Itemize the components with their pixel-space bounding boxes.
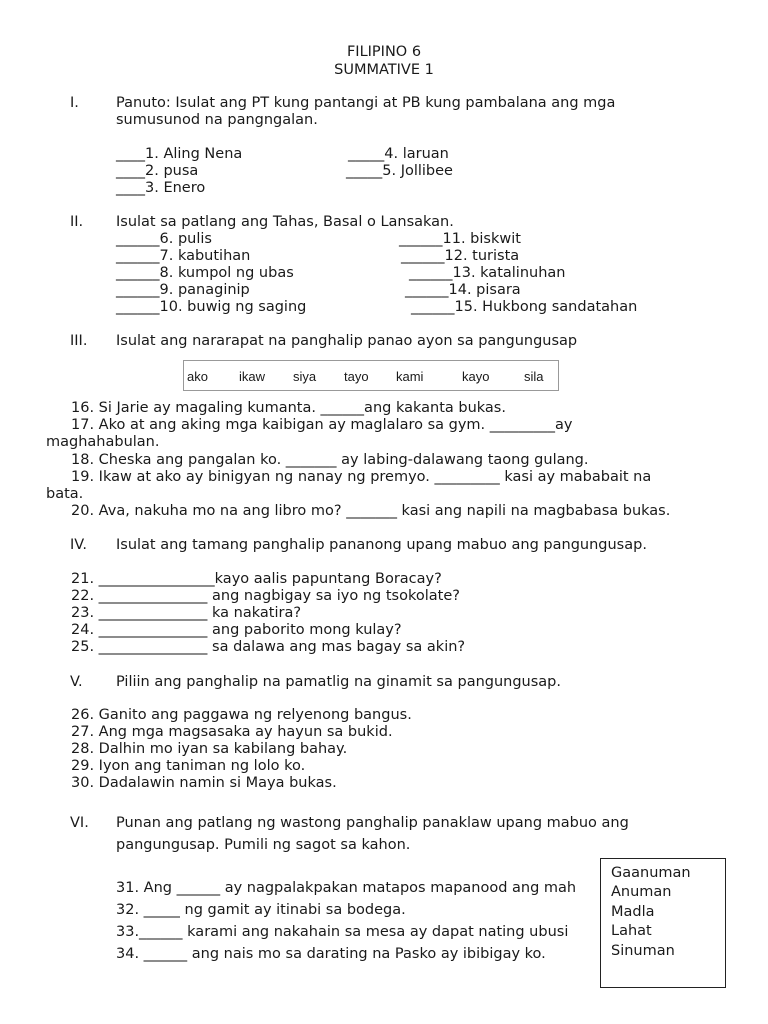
item-28: 28. Dalhin mo iyan sa kabilang bahay. <box>71 741 348 757</box>
pronoun-option: ikaw <box>239 369 266 384</box>
item-29: 29. Iyon ang taniman ng lolo ko. <box>71 758 306 774</box>
item-14: ______14. pisara <box>405 282 521 298</box>
item-10: ______10. buwig ng saging <box>116 299 307 315</box>
pronoun-option: kami <box>396 369 424 384</box>
item-11: ______11. biskwit <box>399 231 521 247</box>
page-title: FILIPINO 6 <box>346 44 422 60</box>
item-34: 34. ______ ang nais mo sa darating na Pasko ay ibibigay ko. <box>116 946 546 962</box>
choice-option: Madla <box>611 904 655 920</box>
section-numeral-4: IV. <box>70 537 87 553</box>
section-1-instruction-line-1: Panuto: Isulat ang PT kung pantangi at PB kung pambalana ang mga <box>116 95 616 111</box>
answer-choice-box <box>600 858 726 988</box>
item-7: ______7. kabutihan <box>116 248 251 264</box>
choice-option: Sinuman <box>611 943 675 959</box>
section-6-instruction-line-1: Punan ang patlang ng wastong panghalip panaklaw upang mabuo ang <box>116 815 629 831</box>
item-17: 17. Ako at ang aking mga kaibigan ay maglalaro sa gym. _________ay <box>71 417 573 433</box>
choice-option: Gaanuman <box>611 865 691 881</box>
item-16: 16. Si Jarie ay magaling kumanta. ______ang kakanta bukas. <box>71 400 506 416</box>
pronoun-option: tayo <box>344 369 369 384</box>
pronoun-option: kayo <box>462 369 490 384</box>
section-numeral-3: III. <box>70 333 88 349</box>
item-30: 30. Dadalawin namin si Maya bukas. <box>71 775 337 791</box>
item-20: 20. Ava, nakuha mo na ang libro mo? _______ kasi ang napili na magbabasa bukas. <box>71 503 671 519</box>
item-17-continuation: maghahabulan. <box>46 434 160 450</box>
pronoun-option: siya <box>293 369 317 384</box>
item-1: ____1. Aling Nena <box>116 146 243 162</box>
section-3-instruction: Isulat ang nararapat na panghalip panao ayon sa pangungusap <box>116 333 578 349</box>
item-19-continuation: bata. <box>46 486 84 502</box>
section-numeral-5: V. <box>70 674 83 690</box>
item-27: 27. Ang mga magsasaka ay hayun sa bukid. <box>71 724 393 740</box>
item-18: 18. Cheska ang pangalan ko. _______ ay labing-dalawang taong gulang. <box>71 452 589 468</box>
section-4-instruction: Isulat ang tamang panghalip pananong upang mabuo ang pangungusap. <box>116 537 647 553</box>
page-subtitle: SUMMATIVE 1 <box>334 62 434 78</box>
item-23: 23. _______________ ka nakatira? <box>71 605 302 621</box>
item-2: ____2. pusa <box>116 163 199 179</box>
item-25: 25. _______________ sa dalawa ang mas bagay sa akin? <box>71 639 466 655</box>
section-numeral-2: II. <box>70 214 84 230</box>
item-5: _____5. Jollibee <box>346 163 453 179</box>
item-31: 31. Ang ______ ay nagpalakpakan matapos mapanood ang mah <box>116 880 577 896</box>
item-13: ______13. katalinuhan <box>409 265 566 281</box>
item-26: 26. Ganito ang paggawa ng relyenong bangus. <box>71 707 412 723</box>
choice-option: Lahat <box>611 923 652 939</box>
item-24: 24. _______________ ang paborito mong kulay? <box>71 622 402 638</box>
item-15: ______15. Hukbong sandatahan <box>411 299 638 315</box>
pronoun-option: ako <box>187 369 208 384</box>
item-21: 21. ________________kayo aalis papuntang Boracay? <box>71 571 442 587</box>
item-6: ______6. pulis <box>116 231 212 247</box>
item-4: _____4. laruan <box>348 146 449 162</box>
section-6-items <box>116 872 600 972</box>
pronoun-option: sila <box>524 369 544 384</box>
item-19: 19. Ikaw at ako ay binigyan ng nanay ng premyo. _________ kasi ay mababait na <box>71 469 652 485</box>
section-numeral-1: I. <box>70 95 79 111</box>
section-6-instruction-line-2: pangungusap. Pumili ng sagot sa kahon. <box>116 837 411 853</box>
section-2-instruction: Isulat sa patlang ang Tahas, Basal o Lansakan. <box>116 214 454 230</box>
item-8: ______8. kumpol ng ubas <box>116 265 294 281</box>
section-numeral-6: VI. <box>70 815 89 831</box>
choice-option: Anuman <box>611 884 672 900</box>
pronoun-choice-box <box>183 360 559 391</box>
section-1-instruction-line-2: sumusunod na pangngalan. <box>116 112 318 128</box>
item-22: 22. _______________ ang nagbigay sa iyo ng tsokolate? <box>71 588 460 604</box>
item-32: 32. _____ ng gamit ay itinabi sa bodega. <box>116 902 406 918</box>
item-33: 33.______ karami ang nakahain sa mesa ay dapat nating ubusi <box>116 924 569 940</box>
item-3: ____3. Enero <box>116 180 206 196</box>
section-5-instruction: Piliin ang panghalip na pamatlig na ginamit sa pangungusap. <box>116 674 561 690</box>
item-12: ______12. turista <box>401 248 520 264</box>
item-9: ______9. panaginip <box>116 282 250 298</box>
